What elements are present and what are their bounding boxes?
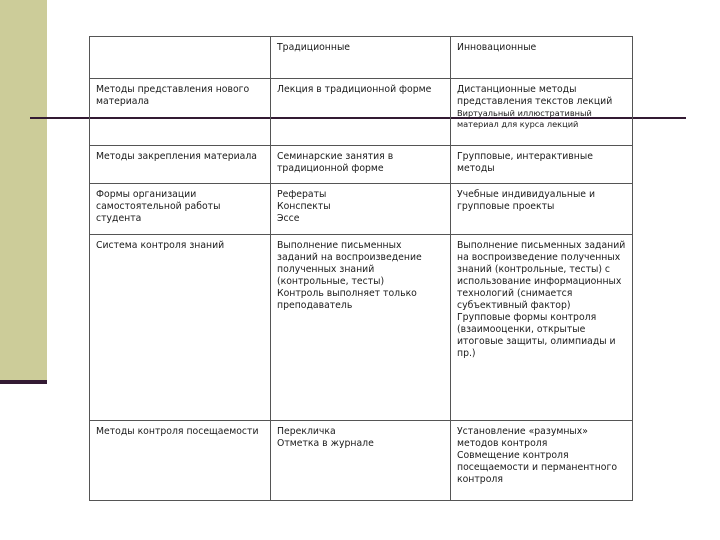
row-innovative-main: Дистанционные методы представления текстов лекций [457,84,613,107]
row-label: Методы закрепления материала [90,146,271,184]
row-label: Формы организации самостоятельной работы студента [90,184,271,235]
side-decor-strip [0,0,47,382]
row-innovative: Групповые, интерактивные методы [451,146,633,184]
row-innovative: Выполнение письменных заданий на воспроизведение полученных знаний (контрольные, тесты) с использование информационных технологий (снимается субъективный фактор) Групповые формы контроля (взаимооценки, открытые итоговые защиты, олимпиады и пр.) [451,235,633,421]
side-decor-line [0,380,47,384]
table-row [90,146,633,184]
table-row [90,421,633,501]
header-innovative: Инновационные [451,37,633,79]
row-innovative-extra: Виртуальный иллюстративный материал для курса лекций [457,108,592,129]
row-innovative: Установление «разумных» методов контроля Совмещение контроля посещаемости и перманентного контроля [451,421,633,501]
header-empty-cell [90,37,271,79]
header-traditional: Традиционные [271,37,451,79]
row-label: Методы представления нового материала [90,79,271,146]
row-traditional: Рефераты Конспекты Эссе [271,184,451,235]
table-row [90,79,633,146]
row-traditional: Перекличка Отметка в журнале [271,421,451,501]
row-innovative [451,79,633,146]
row-traditional: Лекция в традиционной форме [271,79,451,146]
table-header-row [90,37,633,79]
table-row [90,235,633,421]
row-innovative: Учебные индивидуальные и групповые проекты [451,184,633,235]
row-label: Методы контроля посещаемости [90,421,271,501]
row-traditional: Выполнение письменных заданий на воспроизведение полученных знаний (контрольные, тесты) Контроль выполняет только преподаватель [271,235,451,421]
row-label: Система контроля знаний [90,235,271,421]
comparison-table [89,36,633,501]
table-row [90,184,633,235]
row-traditional: Семинарские занятия в традиционной форме [271,146,451,184]
